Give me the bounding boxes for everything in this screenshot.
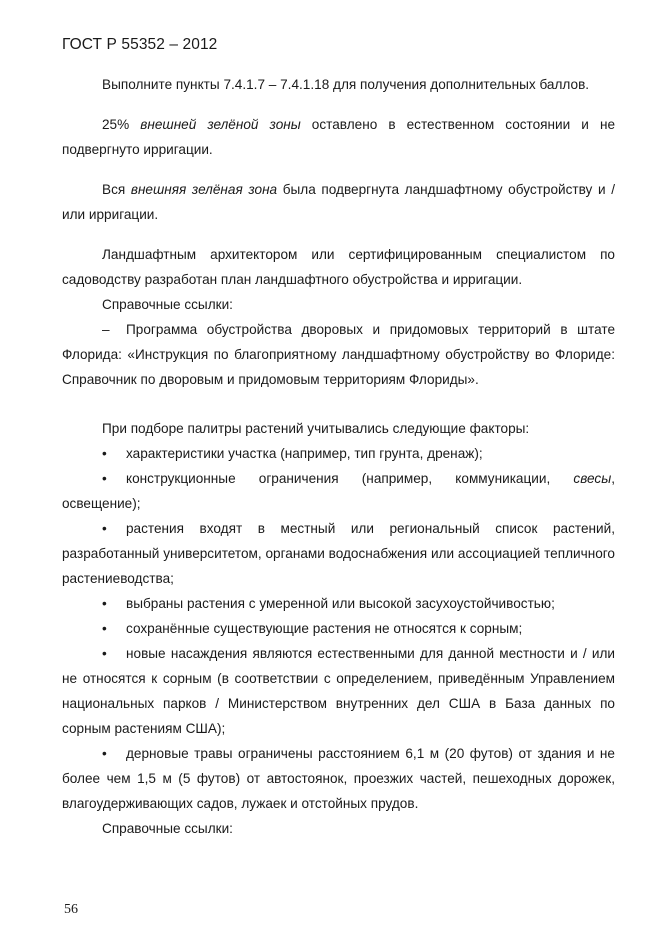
factor-item: • растения входят в местный или региональный список растений, разработанный университетом, органами водоснабжения или ассоциацией тепличного растениеводства; [62, 516, 615, 591]
references-label: Справочные ссылки: [102, 821, 233, 836]
factor-item: • выбраны растения с умеренной или высокой засухоустойчивостью; [62, 591, 615, 616]
bullet-marker: • [102, 646, 107, 661]
paragraph-points: Выполните пункты 7.4.1.7 – 7.4.1.18 для получения дополнительных баллов. [102, 77, 590, 92]
page-number: 56 [64, 902, 78, 917]
factors-intro: При подборе палитры растений учитывались следующие факторы: [102, 421, 530, 436]
factor-item: • конструкционные ограничения (например, коммуникации, свесы, освещение); [62, 466, 615, 516]
factor-item: • сохранённые существующие растения не относятся к сорным; [62, 616, 615, 641]
factor-item: • дерновые травы ограничены расстоянием 6,1 м (20 футов) от здания и не более чем 1,5 м (5 футов) от автостоянок, проезжих частей, пешеходных дорожек, влагоудерживающих садов, лужаек и отстойных прудов. [62, 741, 615, 816]
references-label: Справочные ссылки: [102, 297, 233, 312]
paragraph-landscape-plan: Ландшафтным архитектором или сертифицированным специалистом по садоводству разработан план ландшафтного обустройства и ирригации. [62, 247, 615, 287]
bullet-marker: • [102, 446, 107, 461]
dash-marker: – [102, 322, 110, 337]
paragraph-25-percent: 25% внешней зелёной зоны оставлено в естественном состоянии и не подвергнуто ирригации. [62, 117, 616, 157]
document-body [62, 72, 615, 841]
paragraph-all-green-zone: Вся внешняя зелёная зона была подвергнута ландшафтному обустройству и / или ирригации. [62, 182, 615, 222]
bullet-marker: • [102, 471, 107, 486]
factor-item: • характеристики участка (например, тип грунта, дренаж); [62, 441, 615, 466]
factor-item: • новые насаждения являются естественными для данной местности и / или не относятся к сорным (в соответствии с определением, приведённым Управлением национальных парков / Министерством внутренних дел США в База данных по сорным растениям США); [62, 641, 615, 741]
bullet-marker: • [102, 521, 107, 536]
term-outer-green-zone: внешняя зелёная зона [130, 182, 278, 197]
bullet-marker: • [102, 746, 107, 761]
term-outer-green-zone: внешней зелёной зоны [140, 117, 301, 132]
bullet-marker: • [102, 596, 107, 611]
reference-item: – Программа обустройства дворовых и придомовых территорий в штате Флорида: «Инструкция по благоприятному ландшафтному обустройству во Флориде: Справочник по дворовым и придомовым территориям Флориды». [62, 317, 615, 392]
document-header: ГОСТ Р 55352 – 2012 [62, 36, 218, 53]
bullet-marker: • [102, 621, 107, 636]
